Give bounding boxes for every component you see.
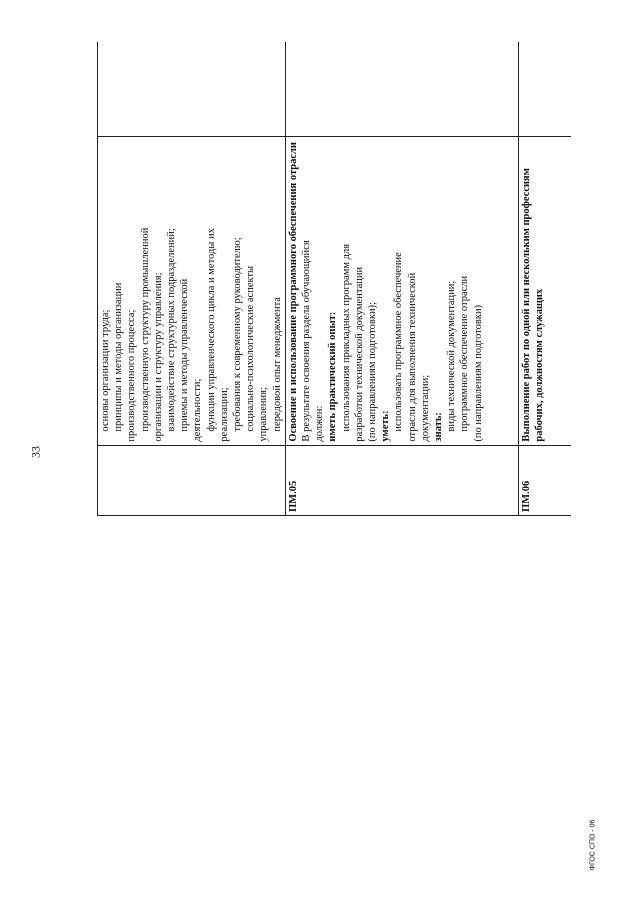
desc-line: управления; [258,387,270,442]
table-row [98,42,286,516]
curriculum-table [97,42,571,516]
desc-line: (по направлениям подготовки); [367,301,379,442]
hours-cell [518,42,571,137]
desc-line: приемы и методы управленческой [179,278,191,432]
desc-heading: иметь практический опыт: [327,311,339,442]
module-code-cell: ПМ.05 [285,445,518,515]
desc-line: принципы и методы организации [113,282,125,432]
desc-line: функции управленческого цикла и методы их [205,228,217,432]
desc-heading: уметь: [380,410,392,442]
desc-line: социально-психологические аспекты [245,265,257,432]
desc-line: документации; [419,374,431,442]
desc-line: программное обеспечение отрасли [459,275,471,432]
desc-line: должен: [314,405,326,442]
module-title: Освоение и использование программного обеспечения отрасли [287,142,299,442]
desc-line: разработки технической документации [353,266,365,442]
module-description-cell [285,137,518,445]
desc-heading: знать: [433,412,445,442]
module-code-cell: ПМ.06 [518,445,571,515]
desc-line: основы организации труда; [100,309,111,432]
desc-line: организации и структуру управления; [152,272,164,442]
table-viewport [97,42,571,846]
hours-cell [285,42,518,137]
desc-line: деятельности; [192,378,204,442]
desc-line: виды технической документации; [446,280,458,432]
table-row [285,42,518,516]
desc-line: В результате освоения раздела обучающийся [301,240,313,442]
desc-line: использовать программное обеспечение [393,252,405,432]
module-description-cell [98,137,286,445]
table-row [518,42,571,516]
desc-line: взаимодействие структурных подразделений; [166,228,178,432]
desc-line: реализации; [218,387,230,442]
desc-line: производственного процесса; [126,309,138,442]
desc-line: производственную структуру промышленной [139,227,151,432]
desc-line: требования к современному руководителю; [232,237,244,432]
desc-line: (по направлениям подготовки) [472,304,484,442]
desc-line: отрасли для выполнения технической [406,272,418,442]
desc-line: передовой опыт менеджмента [271,297,283,432]
module-title: Выполнение работ по одной или нескольким профессиям рабочих, должностям служащих [520,168,546,442]
document-footer: ФГОС СПО - 06 [589,819,597,871]
hours-cell [98,42,286,137]
module-description-cell [518,137,571,445]
page-number: 33 [28,446,43,458]
desc-line: использования прикладных программ для [340,243,352,432]
module-code-cell [98,445,286,515]
